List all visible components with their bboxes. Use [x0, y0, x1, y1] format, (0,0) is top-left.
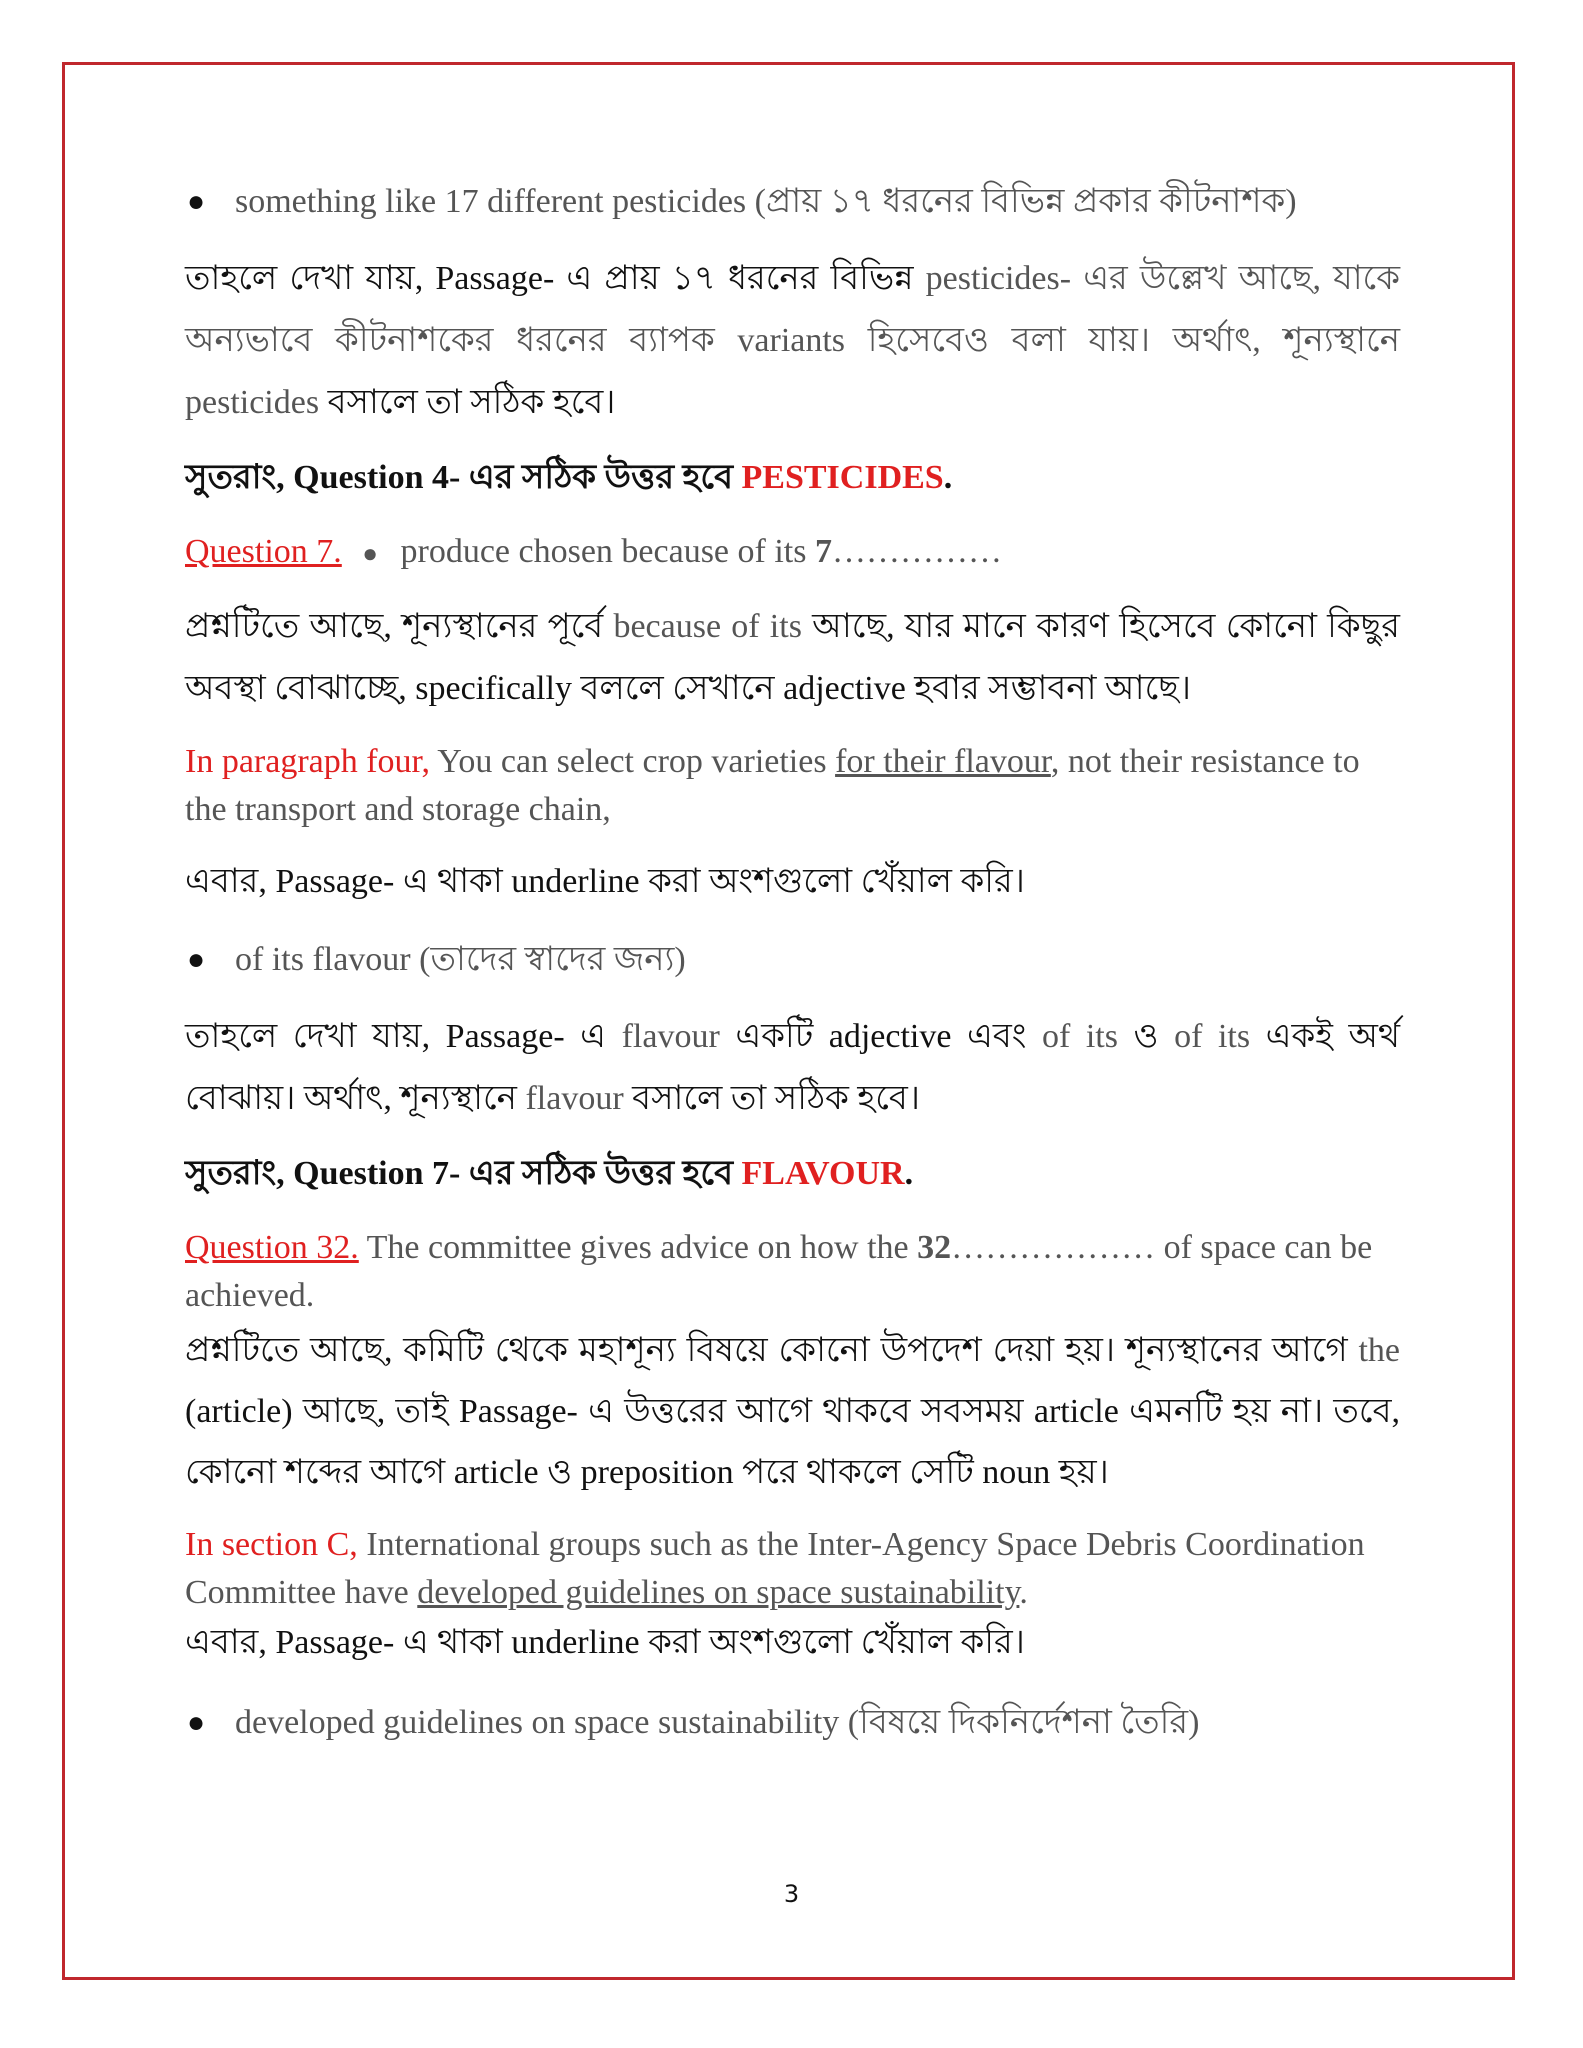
text-span: একটি adjective এবং	[719, 1018, 1042, 1055]
explanation-paragraph	[185, 1320, 1400, 1503]
passage-excerpt	[185, 738, 1400, 834]
text-span: তাহলে দেখা যায়, Passage- এ	[185, 1018, 622, 1055]
list-item	[185, 1699, 1400, 1747]
answer-prefix: সুতরাং, Question 7- এর সঠিক উত্তর হবে	[185, 1155, 742, 1192]
question-number: 32	[917, 1229, 952, 1266]
instruction-line: এবার, Passage- এ থাকা underline করা অংশগুলো খেঁয়াল করি।	[185, 863, 1025, 900]
answer-line	[185, 454, 1400, 502]
text-span: pesticides-	[913, 260, 1084, 297]
text-span: তাহলে দেখা যায়, Passage- এ প্রায় ১৭ ধরনের বিভিন্ন	[185, 260, 914, 297]
text-span: আছে, যার মানে কারণ হিসেবে কোনো কিছুর অবস্থা বোঝাচ্ছে, specifically বললে সেখানে adjective হবার সম্ভাবনা আছে।	[185, 608, 1400, 707]
list-item	[185, 178, 1400, 226]
bullet-text-bn: (প্রায় ১৭ ধরনের বিভিন্ন প্রকার কীটনাশক)	[754, 183, 1297, 220]
text-span: pesticides	[185, 384, 328, 421]
passage-excerpt	[185, 1521, 1400, 1617]
text-span: , not their resistance to the transport and storage chain,	[185, 743, 1360, 828]
text-span: flavour	[621, 1018, 720, 1055]
answer-word: FLAVOUR	[741, 1155, 905, 1192]
answer-prefix: সুতরাং, Question 4- এর সঠিক উত্তর হবে	[185, 459, 742, 496]
text-span: variants	[714, 322, 868, 359]
page-number: 3	[783, 1880, 800, 1908]
explanation-paragraph	[185, 248, 1400, 434]
text-span: বসালে তা সঠিক হবে।	[327, 384, 616, 421]
answer-word: PESTICIDES	[741, 459, 944, 496]
bullet-text-bn: (বিষয়ে দিকনির্দেশনা তৈরি)	[847, 1704, 1200, 1741]
bullet-icon: ●	[187, 943, 206, 976]
question-text: The committee gives advice on how the	[358, 1229, 918, 1266]
text-span: বসালে তা সঠিক হবে।	[623, 1080, 921, 1117]
text-span: এর উল্লেখ আছে, যাকে অন্যভাবে কীটনাশকের ধরনের ব্যাপক	[185, 260, 1401, 359]
page-content	[185, 178, 1400, 1747]
bullet-text-bn: (তাদের স্বাদের জন্য)	[419, 941, 686, 978]
question-text: of space can be achieved.	[185, 1229, 1373, 1314]
passage-label: In section C,	[185, 1526, 358, 1563]
text-span: International groups such as the Inter-Agency Space Debris Coordination Committee have	[185, 1526, 1365, 1611]
question-line	[185, 1224, 1400, 1320]
question-number: 7	[814, 533, 832, 570]
text-span: হিসেবেও বলা যায়। অর্থাৎ, শূন্যস্থানে	[867, 322, 1400, 359]
text-span: flavour	[525, 1080, 624, 1117]
text-span: because of its	[613, 608, 802, 645]
instruction-line: এবার, Passage- এ থাকা underline করা অংশগুলো খেঁয়াল করি।	[185, 1624, 1025, 1661]
text-span: প্রশ্নটিতে আছে, কমিটি থেকে মহাশূন্য বিষয়ে কোনো উপদেশ দেয়া হয়। শূন্যস্থানের আগে	[185, 1332, 1359, 1369]
answer-suffix: .	[904, 1155, 914, 1192]
text-span: the	[1358, 1332, 1400, 1369]
text-span: ও	[1117, 1018, 1175, 1055]
explanation-paragraph	[185, 596, 1400, 720]
answer-line	[185, 1150, 1400, 1198]
question-text: produce chosen because of its	[400, 533, 815, 570]
question-label: Question 7.	[185, 533, 342, 570]
blank-dots: ………………	[951, 1229, 1156, 1266]
bullet-icon: ●	[187, 1706, 206, 1739]
bullet-icon: ●	[187, 185, 206, 218]
text-span: You can select crop varieties	[430, 743, 836, 780]
list-item	[185, 936, 1400, 984]
underlined-text: for their flavour	[835, 743, 1051, 780]
question-label: Question 32.	[185, 1229, 359, 1266]
text-span: প্রশ্নটিতে আছে, শূন্যস্থানের পূর্বে	[185, 608, 614, 645]
text-span: একই অর্থ বোঝায়। অর্থাৎ, শূন্যস্থানে	[185, 1018, 1400, 1117]
bullet-text-en: developed guidelines on space sustainability	[235, 1704, 840, 1741]
text-span: (article) আছে, তাই Passage- এ উত্তরের আগে থাকবে সবসময় article এমনটি হয় না। তবে, কোনো শব্দের আগে article ও preposition পরে থাকলে সেটি noun হয়।	[185, 1393, 1400, 1491]
question-line	[185, 528, 1400, 578]
bullet-text-en: of its flavour	[235, 941, 411, 978]
underlined-text: developed guidelines on space sustainability	[417, 1574, 1020, 1611]
bullet-text-en: something like 17 different pesticides	[235, 183, 747, 220]
answer-suffix: .	[943, 459, 953, 496]
blank-dots: ……………	[831, 533, 1002, 570]
text-span: .	[1019, 1574, 1028, 1611]
passage-label: In paragraph four,	[185, 743, 431, 780]
explanation-paragraph	[185, 1006, 1400, 1130]
text-span: of its	[1041, 1018, 1118, 1055]
bullet-icon: ●	[362, 539, 378, 568]
text-span: of its	[1174, 1018, 1251, 1055]
